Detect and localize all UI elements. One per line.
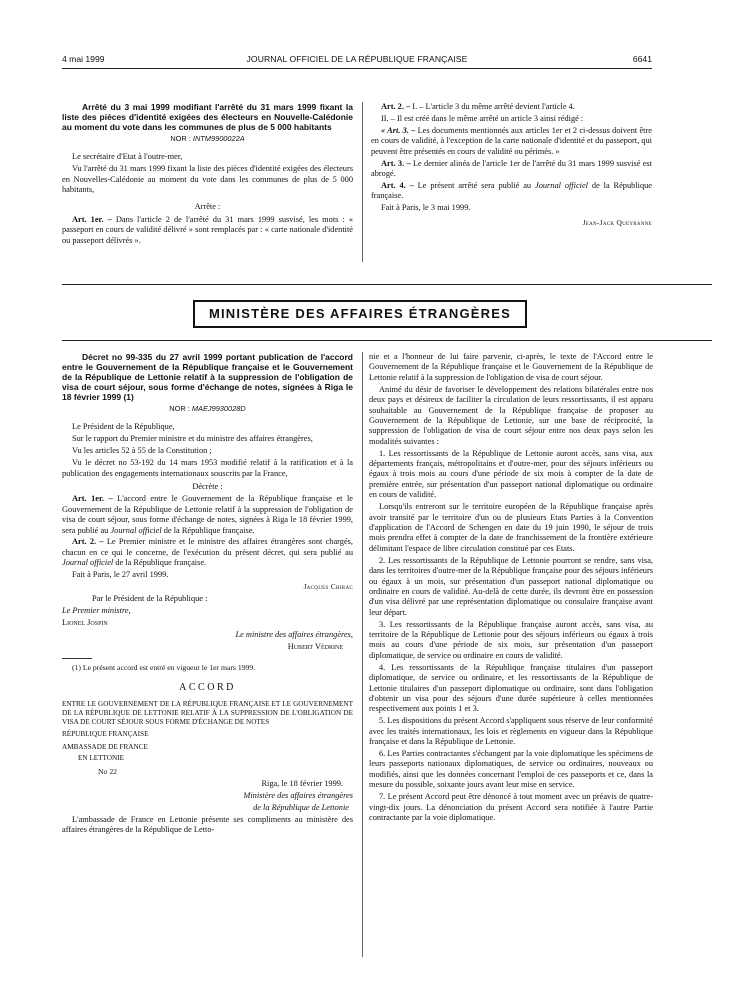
- accord-ambassade-1: AMBASSADE DE FRANCE: [62, 743, 148, 752]
- accord-intro-cont: nie et a l'honneur de lui faire parvenir, ci-après, le texte de l'Accord entre le Gouvernement de la République française et le Gouvernement de la République de Lettonie relatif à la suppression de l'obligation de visa de court séjour.: [369, 352, 653, 382]
- section-rule-bottom: [62, 340, 712, 341]
- arrete-done: Fait à Paris, le 3 mai 1999.: [381, 203, 471, 213]
- arrete-art3-quote: « Art. 3. – Les documents mentionnés aux articles 1er et 2 ci-dessus doivent être en cours de validité, à l'exception de la carte nationale d'identité et du passeport, qui peuvent être présentés en cours de validité ou périmés. »: [371, 125, 652, 156]
- ministry-banner: MINISTÈRE DES AFFAIRES ÉTRANGÈRES: [193, 300, 527, 328]
- issue-date: 4 mai 1999: [62, 54, 105, 64]
- section-rule-top: [62, 284, 712, 285]
- accord-caps-title: ENTRE LE GOUVERNEMENT DE LA RÉPUBLIQUE FRANÇAISE ET LE GOUVERNEMENT DE LA RÉPUBLIQUE DE LETTONIE RELATIF À LA SUPPRESSION DE L'OBLIGATION DE VISA DE COURT SÉJOUR SOUS FORME D'ÉCHANGE DE NOTES: [62, 699, 353, 727]
- decret-footnote: (1) Le présent accord est entré en vigueur le 1er mars 1999.: [72, 663, 256, 673]
- arrete-title: Arrêté du 3 mai 1999 modifiant l'arrêté du 31 mars 1999 fixant la liste des pièces d'identité exigées des électeurs en Nouvelle-Calédonie au moment du vote dans les communes de plus de 5 000 habitants: [62, 102, 353, 132]
- accord-clause-6: 6. Les Parties contractantes s'échangent par la voie diplomatique les spécimens de leurs passeports nationaux diplomatiques, de service ou ordinaires, nouveaux ou modifiés, ainsi que les données concernant l'emploi de ces passeports et ce, dans la mesure du possible, soixante jours avant leur mise en service.: [369, 749, 653, 790]
- decret-art1: Art. 1er. – L'accord entre le Gouvernement de la République française et le Gouvernement de la République de Lettonie relatif à la suppression de l'obligation de visa de court séjour, sous forme d'échange de notes, signées à Riga le 18 février 1999, sera publié au Journal officiel de la République française.: [62, 494, 354, 535]
- accord-ministry-1: Ministère des affaires étrangères: [243, 790, 353, 800]
- decret-pm-name: Lionel Jospin: [62, 617, 108, 627]
- decret-mae-name: Hubert Védrine: [287, 641, 343, 651]
- arrete-column-left: [62, 102, 353, 248]
- decret-signature-president: Jacques Chirac: [303, 582, 353, 592]
- accord-heading: ACCORD: [179, 682, 236, 694]
- arrete-art1: Art. 1er. – Dans l'article 2 de l'arrêté du 31 mars 1999 susvisé, les mots : « passeport en cours de validité délivré » sont remplacés par : « carte nationale d'identité ou passeport délivrés ».: [62, 214, 353, 245]
- column-divider-top: [362, 102, 363, 262]
- accord-clause-7: 7. Le présent Accord peut être dénoncé à tout moment avec un préavis de quatre-vingt-dix jours. La dénonciation du présent Accord sera notifiée à l'autre Partie contractante par la voie diplomatique.: [369, 792, 653, 822]
- journal-title: JOURNAL OFFICIEL DE LA RÉPUBLIQUE FRANÇAISE: [246, 54, 468, 64]
- decret-art2: Art. 2. – Le Premier ministre et le ministre des affaires étrangères sont chargés, chacun en ce qui le concerne, de l'exécution du présent décret, qui sera publié au Journal officiel de la République française.: [62, 537, 353, 568]
- decret-p3: Vu les articles 52 à 55 de la Constitution ;: [72, 446, 212, 456]
- decret-done: Fait à Paris, le 27 avril 1999.: [72, 570, 169, 580]
- decret-column-left: [62, 352, 353, 837]
- arrete-art2: Art. 2. – I. – L'article 3 du même arrêté devient l'article 4.: [381, 102, 575, 111]
- decret-pm-title: Le Premier ministre,: [62, 605, 131, 615]
- arrete-art3: Art. 3. – Le dernier alinéa de l'article 1er de l'arrêté du 31 mars 1999 susvisé est abrogé.: [371, 158, 652, 178]
- arrete-arrete-label: Arrête :: [194, 201, 221, 211]
- decret-title: Décret no 99-335 du 27 avril 1999 portant publication de l'accord entre le Gouvernement de la République française et le Gouvernement de la République de Lettonie relatif à la suppression de l'obligation de visa de court séjour, sous forme d'échange de notes, signées à Riga le 18 février 1999 (1): [62, 352, 353, 402]
- accord-intro: L'ambassade de France en Lettonie présente ses compliments au ministère des affaires étrangères de la République de Letto-: [62, 814, 353, 834]
- accord-clause-1b: Lorsqu'ils entreront sur le territoire européen de la République française après avoir transité par le territoire d'un ou de plusieurs Etats Parties à la Convention d'application de l'Accord de Schengen en date du 19 juin 1990, le séjour de trois mois prendra effet à compter de la date de franchissement de la frontière extérieure délimitant l'espace de libre circulation constitué par ces Etats.: [369, 502, 653, 553]
- decret-nor: NOR : MAEJ9930028D: [169, 404, 246, 413]
- accord-ministry-2: de la République de Lettonie: [253, 802, 349, 812]
- column-divider-bottom: [362, 352, 363, 957]
- decret-mae-title: Le ministre des affaires étrangères,: [235, 629, 353, 639]
- accord-clause-1: 1. Les ressortissants de la République de Lettonie auront accès, sans visa, aux départements français, métropolitains et d'outre-mer, pour des séjours inférieurs ou égaux à trois mois au cours d'une période de six mois à compter de la date de première entrée, sur présentation d'un passeport national diplomatique ou ordinaire en cours de validité.: [369, 448, 653, 500]
- decret-decrete: Décrète :: [192, 481, 223, 491]
- arrete-art4: Art. 4. – Le présent arrêté sera publié au Journal officiel de la République française.: [371, 180, 653, 201]
- arrete-p2: Vu l'arrêté du 31 mars 1999 fixant la liste des pièces d'identité exigées des électeurs en Nouvelles-Calédonie au moment du vote dans les communes de plus de 5 000 habitants,: [62, 164, 353, 195]
- accord-preamble: Animé du désir de favoriser le développement des relations bilatérales entre nos deux pays et désireux de faciliter la circulation de leurs ressortissants, il est apparu souhaitable au Gouvernement de la République française de proposer au Gouvernement de la République de Lettonie, sur une base de réciprocité, la suppression de l'obligation de visa de court séjour entre nos deux pays selon les modalités suivantes :: [369, 384, 653, 446]
- accord-clause-2: 2. Les ressortissants de la République de Lettonie pourront se rendre, sans visa, dans les territoires d'outre-mer de la République française pour des séjours inférieurs ou égaux à un mois, sur présentation d'un passeport national diplomatique ou ordinaire en cours de validité. Au-delà de cette durée, ils devront être en possession d'un visa délivré par une représentation diplomatique ou consulaire française avant leur départ.: [369, 555, 653, 617]
- accord-numero: No 22: [98, 766, 118, 776]
- arrete-signature: Jean-Jack Queyranne: [582, 217, 652, 227]
- page-number: 6641: [632, 54, 652, 64]
- arrete-nor: NOR : INTM9900022A: [170, 134, 245, 143]
- accord-column-right: [369, 352, 653, 825]
- arrete-column-right: [371, 102, 652, 229]
- running-header: [62, 52, 652, 68]
- accord-clause-4: 4. Les ressortissants de la République française titulaires d'un passeport diplomatique, de service ou ordinaire, et les ressortissants de la République de Lettonie titulaires d'un passeport diplomatique ou ordinaire, sont dans l'obligation d'obtenir un visa pour des séjours d'une durée supérieure à celles mentionnées respectivement aux points 1 et 3.: [369, 662, 653, 714]
- accord-clause-3: 3. Les ressortissants de la République française auront accès, sans visa, au territoire de la République de Lettonie pour des séjours inférieurs ou égaux à trois mois au cours d'une période de six mois, sur présentation d'un passeport diplomatique, de service ou ordinaire en cours de validité.: [369, 619, 653, 660]
- decret-p1: Le Président de la République,: [72, 422, 175, 432]
- arrete-p1: Le secrétaire d'Etat à l'outre-mer,: [72, 152, 183, 162]
- decret-p4: Vu le décret no 53-192 du 14 mars 1953 modifié relatif à la ratification et à la publication des engagements internationaux souscrits par la France,: [62, 458, 353, 478]
- accord-place-date: Riga, le 18 février 1999.: [261, 778, 343, 788]
- decret-p2: Sur le rapport du Premier ministre et du ministre des affaires étrangères,: [72, 434, 313, 444]
- footnote-rule: [62, 658, 92, 659]
- accord-ambassade-2: EN LETTONIE: [78, 753, 124, 762]
- accord-clause-5: 5. Les dispositions du présent Accord s'appliquent sous réserve de leur conformité avec les traités internationaux, les lois et règlements en vigueur dans la République française et dans la République de Lettonie.: [369, 716, 654, 747]
- header-rule: [62, 68, 652, 69]
- accord-rf: RÉPUBLIQUE FRANÇAISE: [62, 730, 149, 739]
- arrete-art2-ii: II. – Il est créé dans le même arrêté un article 3 ainsi rédigé :: [381, 113, 584, 123]
- decret-par-le-president: Par le Président de la République :: [92, 594, 208, 603]
